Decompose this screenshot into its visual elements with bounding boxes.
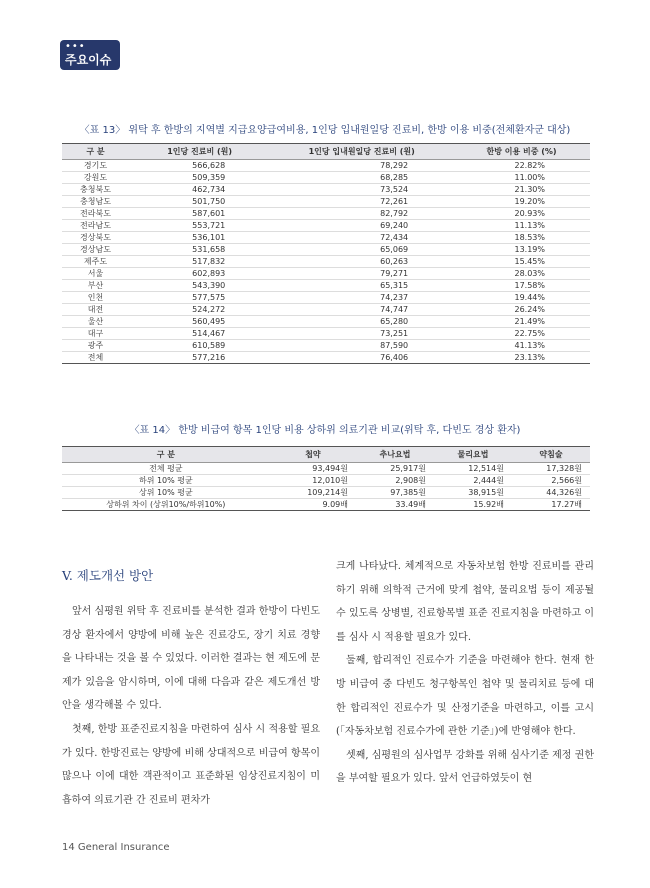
table-cell: 19.44% xyxy=(453,292,590,304)
table-cell: 74,237 xyxy=(270,292,453,304)
row-label: 경기도 xyxy=(62,160,129,172)
table-cell: 536,101 xyxy=(129,232,270,244)
table-cell: 543,390 xyxy=(129,280,270,292)
table-row xyxy=(62,280,590,292)
table-cell: 78,292 xyxy=(270,160,453,172)
row-label: 광주 xyxy=(62,340,129,352)
row-label: 인천 xyxy=(62,292,129,304)
row-label: 경상북도 xyxy=(62,232,129,244)
table-cell: 17.27배 xyxy=(512,499,590,511)
table-row xyxy=(62,487,590,499)
table-cell: 11.13% xyxy=(453,220,590,232)
table-cell: 87,590 xyxy=(270,340,453,352)
table-cell: 38,915원 xyxy=(434,487,512,499)
column-header: 약침술 xyxy=(512,447,590,463)
table14 xyxy=(62,446,590,511)
table-cell: 18.53% xyxy=(453,232,590,244)
table-row xyxy=(62,475,590,487)
table-cell: 12,514원 xyxy=(434,463,512,475)
table-cell: 21.49% xyxy=(453,316,590,328)
table-cell: 73,524 xyxy=(270,184,453,196)
table-row xyxy=(62,196,590,208)
row-label: 대전 xyxy=(62,304,129,316)
row-label: 제주도 xyxy=(62,256,129,268)
page-footer xyxy=(62,842,170,853)
table-cell: 25,917원 xyxy=(356,463,434,475)
row-label: 상하위 차이 (상위10%/하위10%) xyxy=(62,499,270,511)
table-cell: 531,658 xyxy=(129,244,270,256)
row-label: 부산 xyxy=(62,280,129,292)
table-row xyxy=(62,184,590,196)
table-cell: 17,328원 xyxy=(512,463,590,475)
table-row xyxy=(62,208,590,220)
row-label: 서울 xyxy=(62,268,129,280)
paragraph: 첫째, 한방 표준진료지침을 마련하여 심사 시 적용할 필요가 있다. 한방진료는 양방에 비해 상대적으로 비급여 항목이 많으나 이에 대한 객관적이고 표준화된 임상진료지침이 미흡하여 의료기관 간 진료비 편차가 xyxy=(62,723,320,806)
row-label: 하위 10% 평균 xyxy=(62,475,270,487)
column-header: 첩약 xyxy=(270,447,356,463)
table-row xyxy=(62,160,590,172)
table-cell: 23.13% xyxy=(453,352,590,364)
row-label: 울산 xyxy=(62,316,129,328)
table-cell: 553,721 xyxy=(129,220,270,232)
table-cell: 610,589 xyxy=(129,340,270,352)
row-label: 전라남도 xyxy=(62,220,129,232)
table-cell: 9.09배 xyxy=(270,499,356,511)
table-row xyxy=(62,352,590,364)
table-cell: 73,251 xyxy=(270,328,453,340)
table-cell: 41.13% xyxy=(453,340,590,352)
table-row xyxy=(62,172,590,184)
section-badge xyxy=(60,40,120,70)
table-cell: 65,069 xyxy=(270,244,453,256)
row-label: 경상남도 xyxy=(62,244,129,256)
table-cell: 109,214원 xyxy=(270,487,356,499)
table-cell: 22.82% xyxy=(453,160,590,172)
table-cell: 68,285 xyxy=(270,172,453,184)
table-cell: 69,240 xyxy=(270,220,453,232)
column-header: 물리요법 xyxy=(434,447,512,463)
table-cell: 524,272 xyxy=(129,304,270,316)
dots-icon: ••• xyxy=(65,41,86,52)
table-row xyxy=(62,463,590,475)
table-cell: 560,495 xyxy=(129,316,270,328)
table-row xyxy=(62,268,590,280)
table-cell: 21.30% xyxy=(453,184,590,196)
table-cell: 11.00% xyxy=(453,172,590,184)
table-cell: 20.93% xyxy=(453,208,590,220)
paragraph: 셋째, 심평원의 심사업무 강화를 위해 심사기준 제정 권한을 부여할 필요가 있다. 앞서 언급하였듯이 현 xyxy=(336,749,594,785)
row-label: 전체 평균 xyxy=(62,463,270,475)
table-cell: 566,628 xyxy=(129,160,270,172)
table-cell: 93,494원 xyxy=(270,463,356,475)
table-cell: 72,261 xyxy=(270,196,453,208)
table-cell: 28.03% xyxy=(453,268,590,280)
table-cell: 74,747 xyxy=(270,304,453,316)
table-cell: 17.58% xyxy=(453,280,590,292)
table-cell: 514,467 xyxy=(129,328,270,340)
row-label: 전체 xyxy=(62,352,129,364)
table-cell: 602,893 xyxy=(129,268,270,280)
table-cell: 65,280 xyxy=(270,316,453,328)
row-label: 충청남도 xyxy=(62,196,129,208)
column-header: 추나요법 xyxy=(356,447,434,463)
table-cell: 587,601 xyxy=(129,208,270,220)
paragraph: 크게 나타났다. 체계적으로 자동차보험 한방 진료비를 관리하기 위해 의학적 근거에 맞게 첩약, 물리요법 등이 제공될 수 있도록 상병별, 진료항목별 표준 진료지침을 마련하고 이를 심사 시 적용할 필요가 있다. xyxy=(336,561,594,643)
table14-caption: 〈표 14〉 한방 비급여 항목 1인당 비용 상하위 의료기관 비교(위탁 후, 다빈도 경상 환자) xyxy=(129,425,521,436)
table-cell: 44,326원 xyxy=(512,487,590,499)
table-row xyxy=(62,244,590,256)
column-header: 1인당 진료비 (원) xyxy=(129,144,270,160)
table-cell: 19.20% xyxy=(453,196,590,208)
table-cell: 2,566원 xyxy=(512,475,590,487)
table-cell: 97,385원 xyxy=(356,487,434,499)
paragraph: 둘째, 합리적인 진료수가 기준을 마련해야 한다. 현재 한방 비급여 중 다빈도 청구항목인 첩약 및 물리치료 등에 대한 합리적인 진료수가 및 산정기준을 마련하고, 이를 고시(「자동차보험 진료수가에 관한 기준」)에 반영해야 한다. xyxy=(336,655,594,738)
table-cell: 22.75% xyxy=(453,328,590,340)
table-cell: 82,792 xyxy=(270,208,453,220)
publication-name: General Insurance xyxy=(77,842,170,853)
table-cell: 501,750 xyxy=(129,196,270,208)
table13-caption: 〈표 13〉 위탁 후 한방의 지역별 지급요양급여비용, 1인당 입내원일당 진료비, 한방 이용 비중(전체환자군 대상) xyxy=(79,125,571,136)
body-right-column xyxy=(336,555,594,791)
table-row xyxy=(62,340,590,352)
table-row xyxy=(62,292,590,304)
row-label: 강원도 xyxy=(62,172,129,184)
table-cell: 26.24% xyxy=(453,304,590,316)
body-left-column xyxy=(62,600,320,812)
table-cell: 60,263 xyxy=(270,256,453,268)
row-label: 충청북도 xyxy=(62,184,129,196)
paragraph: 앞서 심평원 위탁 후 진료비를 분석한 결과 한방이 다빈도 경상 환자에서 양방에 비해 높은 진료강도, 장기 치료 경향을 나타내는 것을 볼 수 있었다. 이러한 결과는 현 제도에 문제가 있음을 암시하며, 이에 대해 다음과 같은 제도개선 방안을 생각해볼 수 있다. xyxy=(62,606,320,712)
column-header: 1인당 입내원일당 진료비 (원) xyxy=(270,144,453,160)
section-title: V. 제도개선 방안 xyxy=(62,568,154,583)
table-cell: 12,010원 xyxy=(270,475,356,487)
table-cell: 13.19% xyxy=(453,244,590,256)
table-row xyxy=(62,256,590,268)
table-cell: 79,271 xyxy=(270,268,453,280)
row-label: 전라북도 xyxy=(62,208,129,220)
table-cell: 2,908원 xyxy=(356,475,434,487)
table-cell: 2,444원 xyxy=(434,475,512,487)
table-cell: 65,315 xyxy=(270,280,453,292)
page-number: 14 xyxy=(62,842,75,853)
table-cell: 577,216 xyxy=(129,352,270,364)
table13 xyxy=(62,143,590,364)
column-header: 한방 이용 비중 (%) xyxy=(453,144,590,160)
table-row xyxy=(62,220,590,232)
table-row xyxy=(62,316,590,328)
column-header: 구 분 xyxy=(62,144,129,160)
table-row xyxy=(62,328,590,340)
table-row xyxy=(62,304,590,316)
table-cell: 72,434 xyxy=(270,232,453,244)
table-cell: 462,734 xyxy=(129,184,270,196)
table-row xyxy=(62,499,590,511)
table-cell: 15.45% xyxy=(453,256,590,268)
column-header: 구 분 xyxy=(62,447,270,463)
table-cell: 76,406 xyxy=(270,352,453,364)
badge-label: 주요이슈 xyxy=(65,53,112,67)
table-cell: 577,575 xyxy=(129,292,270,304)
table-row xyxy=(62,232,590,244)
row-label: 상위 10% 평균 xyxy=(62,487,270,499)
table-cell: 33.49배 xyxy=(356,499,434,511)
row-label: 대구 xyxy=(62,328,129,340)
table-cell: 15.92배 xyxy=(434,499,512,511)
table-cell: 517,832 xyxy=(129,256,270,268)
table-cell: 509,359 xyxy=(129,172,270,184)
